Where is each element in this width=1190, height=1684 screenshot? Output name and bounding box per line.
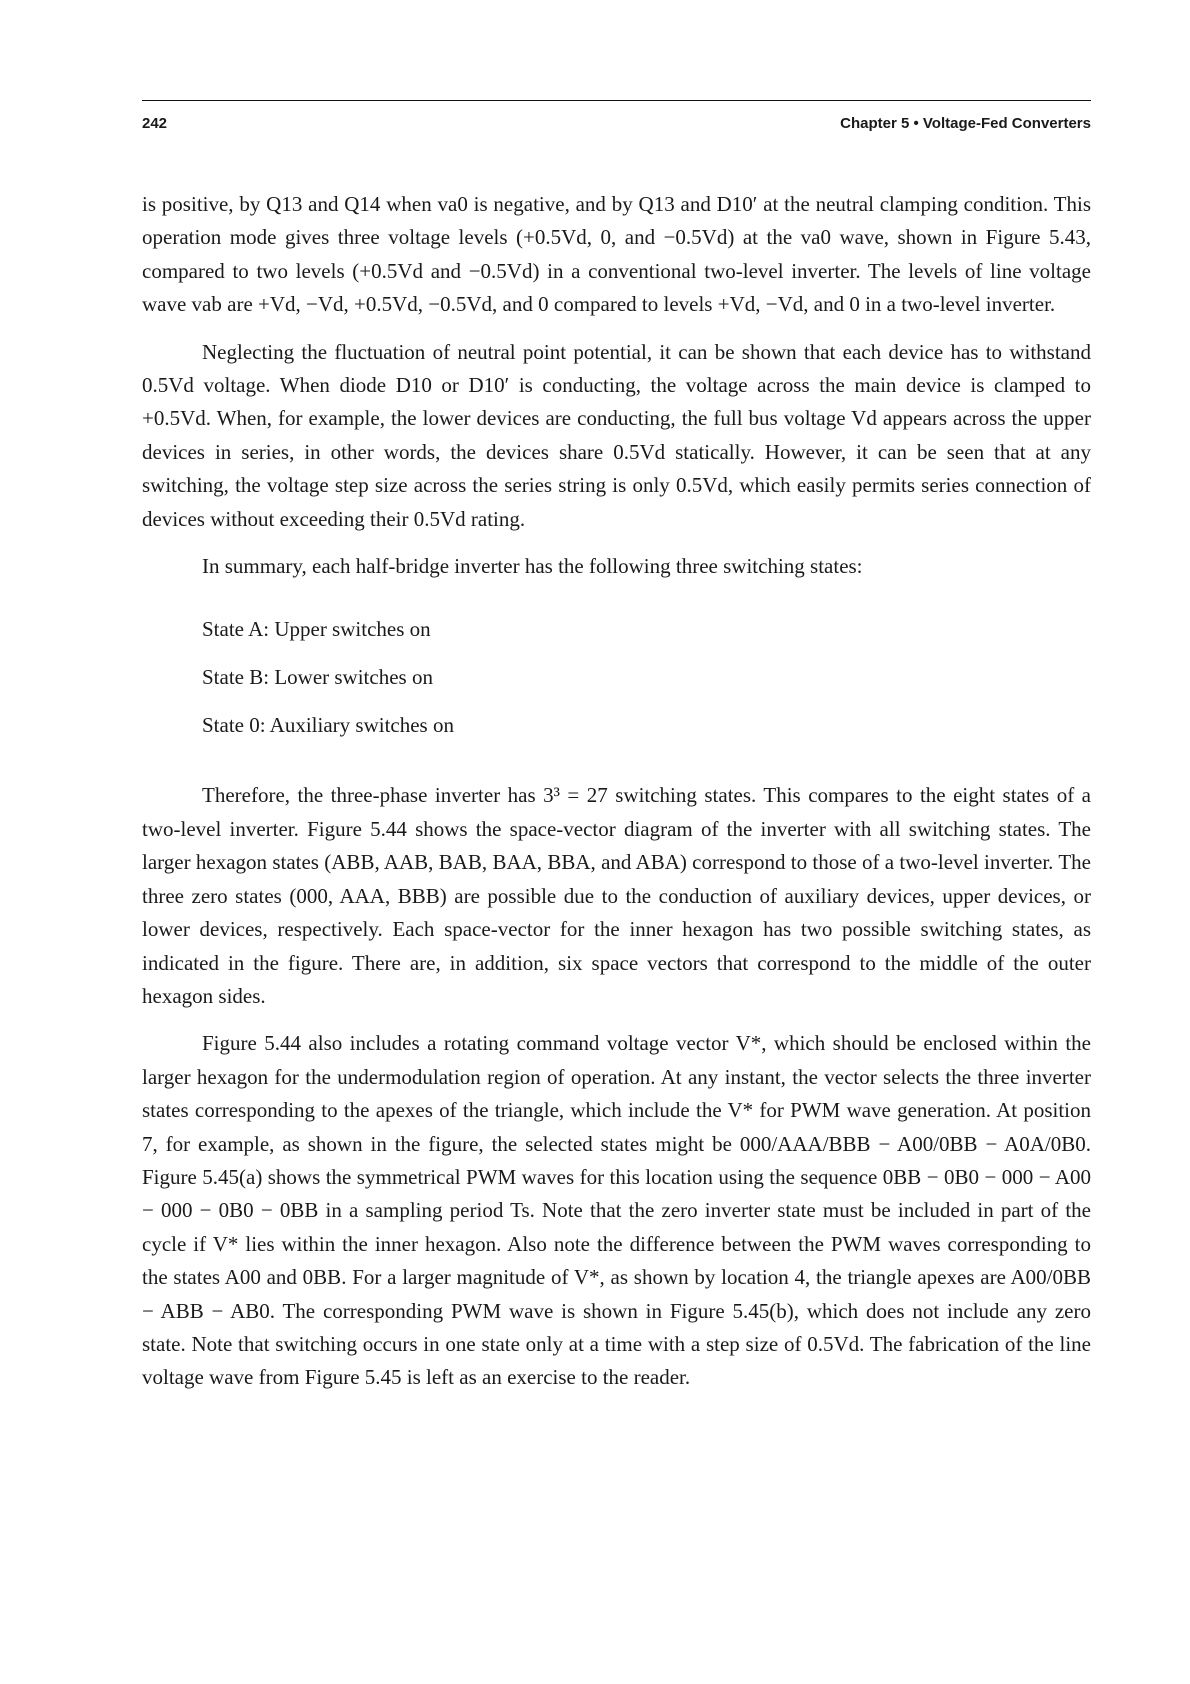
page-header (142, 100, 1091, 137)
paragraph-4: Therefore, the three-phase inverter has 3³ = 27 switching states. This compares to the eight states of a two-level inverter. Figure 5.44 shows the space-vector diagram of the inverter with all switching states. The larger hexagon states (ABB, AAB, BAB, BAA, BBA, and ABA) correspond to those of a two-level inverter. The three zero states (000, AAA, BBB) are possible due to the conduction of auxiliary devices, upper devices, or lower devices, respectively. Each space-vector for the inner hexagon has two possible switching states, as indicated in the figure. There are, in addition, six space vectors that correspond to the middle of the outer hexagon sides. (142, 783, 1091, 1008)
body-text (142, 188, 1091, 1395)
paragraph-1: is positive, by Q13 and Q14 when va0 is negative, and by Q13 and D10′ at the neutral clamping condition. This operation mode gives three voltage levels (+0.5Vd, 0, and −0.5Vd) at the va0 wave, shown in Figure 5.43, compared to two levels (+0.5Vd and −0.5Vd) in a conventional two-level inverter. The levels of line voltage wave vab are +Vd, −Vd, +0.5Vd, −0.5Vd, and 0 compared to levels +Vd, −Vd, and 0 in a two-level inverter. (142, 192, 1091, 317)
running-head: Chapter 5 • Voltage-Fed Converters (840, 115, 1091, 132)
state-a: State A: Upper switches on (202, 617, 431, 642)
paragraph-3: In summary, each half-bridge inverter has the following three switching states: (202, 554, 863, 579)
state-0: State 0: Auxiliary switches on (202, 713, 454, 738)
state-b: State B: Lower switches on (202, 665, 433, 690)
paragraph-5: Figure 5.44 also includes a rotating command voltage vector V*, which should be enclosed within the larger hexagon for the undermodulation region of operation. At any instant, the vector selects the three inverter states corresponding to the apexes of the triangle, which include the V* for PWM wave generation. At position 7, for example, as shown in the figure, the selected states might be 000/AAA/BBB − A00/0BB − A0A/0B0. Figure 5.45(a) shows the symmetrical PWM waves for this location using the sequence 0BB − 0B0 − 000 − A00 − 000 − 0B0 − 0BB in a sampling period Ts. Note that the zero inverter state must be included in part of the cycle if V* lies within the inner hexagon. Also note the difference between the PWM waves corresponding to the states A00 and 0BB. For a larger magnitude of V*, as shown by location 4, the triangle apexes are A00/0BB − ABB − AB0. The corresponding PWM wave is shown in Figure 5.45(b), which does not include any zero state. Note that switching occurs in one state only at a time with a step size of 0.5Vd. The fabrication of the line voltage wave from Figure 5.45 is left as an exercise to the reader. (142, 1031, 1091, 1390)
switching-states-list (142, 605, 1091, 749)
page-number: 242 (142, 115, 168, 132)
paragraph-2: Neglecting the fluctuation of neutral point potential, it can be shown that each device has to withstand 0.5Vd voltage. When diode D10 or D10′ is conducting, the voltage across the main device is clamped to +0.5Vd. When, for example, the lower devices are conducting, the full bus voltage Vd appears across the upper devices in series, in other words, the devices share 0.5Vd statically. However, it can be seen that at any switching, the voltage step size across the series string is only 0.5Vd, which easily permits series connection of devices without exceeding their 0.5Vd rating. (142, 339, 1091, 531)
